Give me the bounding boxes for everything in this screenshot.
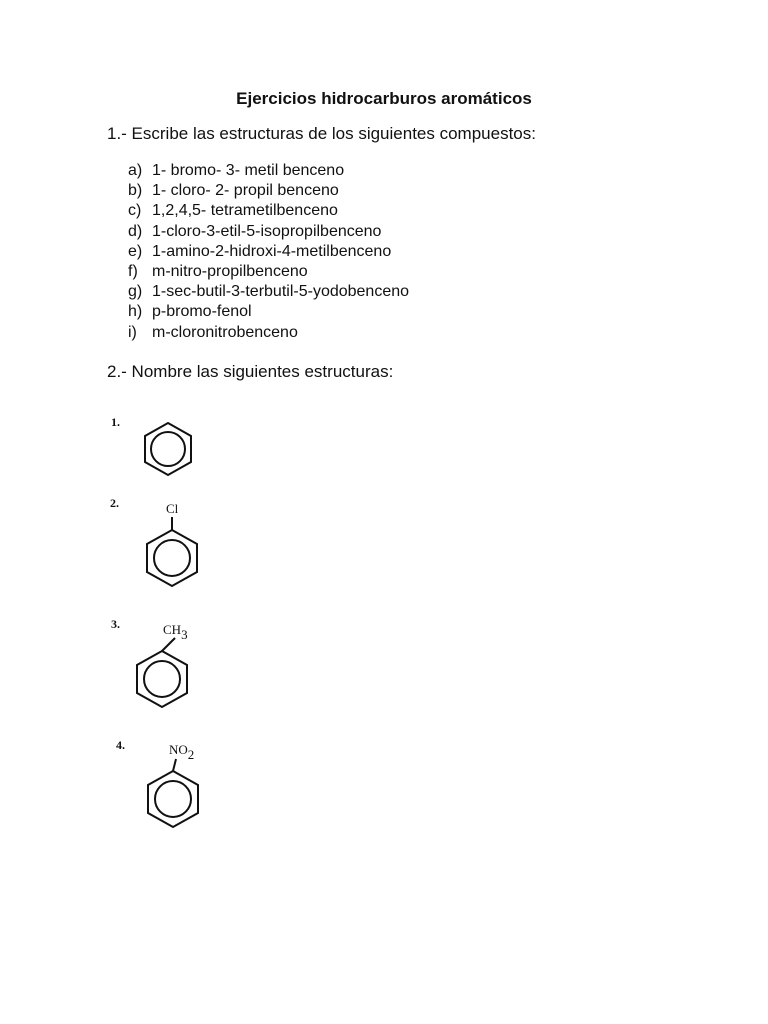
list-item [128,222,409,242]
structure-1-number: 1. [111,415,120,429]
list-item-letter: e) [128,242,143,260]
substituent-label: Cl [166,501,179,516]
substituent-label: CH3 [163,622,188,642]
list-item-text: 1-sec-butil-3-terbutil-5-yodobenceno [152,283,410,301]
list-item [128,181,409,201]
substituent-bond [162,638,175,651]
aromatic-circle [155,781,191,817]
question-2-heading: 2.- Nombre las siguientes estructuras: [107,362,394,381]
list-item-text: m-nitro-propilbenceno [152,263,308,281]
list-item-letter: g) [128,283,143,301]
list-item [128,201,409,221]
list-item [128,302,409,322]
aromatic-circle [144,661,180,697]
list-item-letter: b) [128,182,143,200]
structure-4-nitrobenzene [140,740,230,835]
list-item [128,262,409,282]
list-item [128,242,409,262]
list-item-letter: f) [128,263,138,281]
list-item-text: 1,2,4,5- tetrametilbenceno [152,202,338,220]
structure-3-number: 3. [111,617,120,631]
substituent-bond [173,759,176,771]
list-item-letter: c) [128,202,142,220]
list-item-text: 1- bromo- 3- metil benceno [152,162,345,179]
compound-list [128,161,409,343]
list-item-text: m-cloronitrobenceno [152,323,298,341]
structure-2-chlorobenzene [135,500,215,595]
aromatic-circle [154,540,190,576]
list-item-letter: i) [128,323,137,341]
substituent-label: NO2 [169,742,195,762]
page-title: Ejercicios hidrocarburos aromáticos [236,89,532,108]
structure-2-number: 2. [110,496,119,510]
list-item-text: 1-cloro-3-etil-5-isopropilbenceno [152,222,382,240]
question-1-heading: 1.- Escribe las estructuras de los siguientes compuestos: [107,124,536,143]
list-item-text: 1-amino-2-hidroxi-4-metilbenceno [152,242,392,260]
list-item [128,282,409,302]
structure-1-benzene [135,415,205,485]
list-item-letter: a) [128,162,143,179]
aromatic-circle [151,432,185,466]
structure-4-number: 4. [116,738,125,752]
structure-3-toluene [132,620,222,715]
list-item-text: 1- cloro- 2- propil benceno [152,182,339,200]
list-item [128,161,409,181]
list-item-text: p-bromo-fenol [152,303,252,321]
list-item-letter: h) [128,303,143,321]
list-item [128,323,409,343]
list-item-letter: d) [128,222,143,240]
